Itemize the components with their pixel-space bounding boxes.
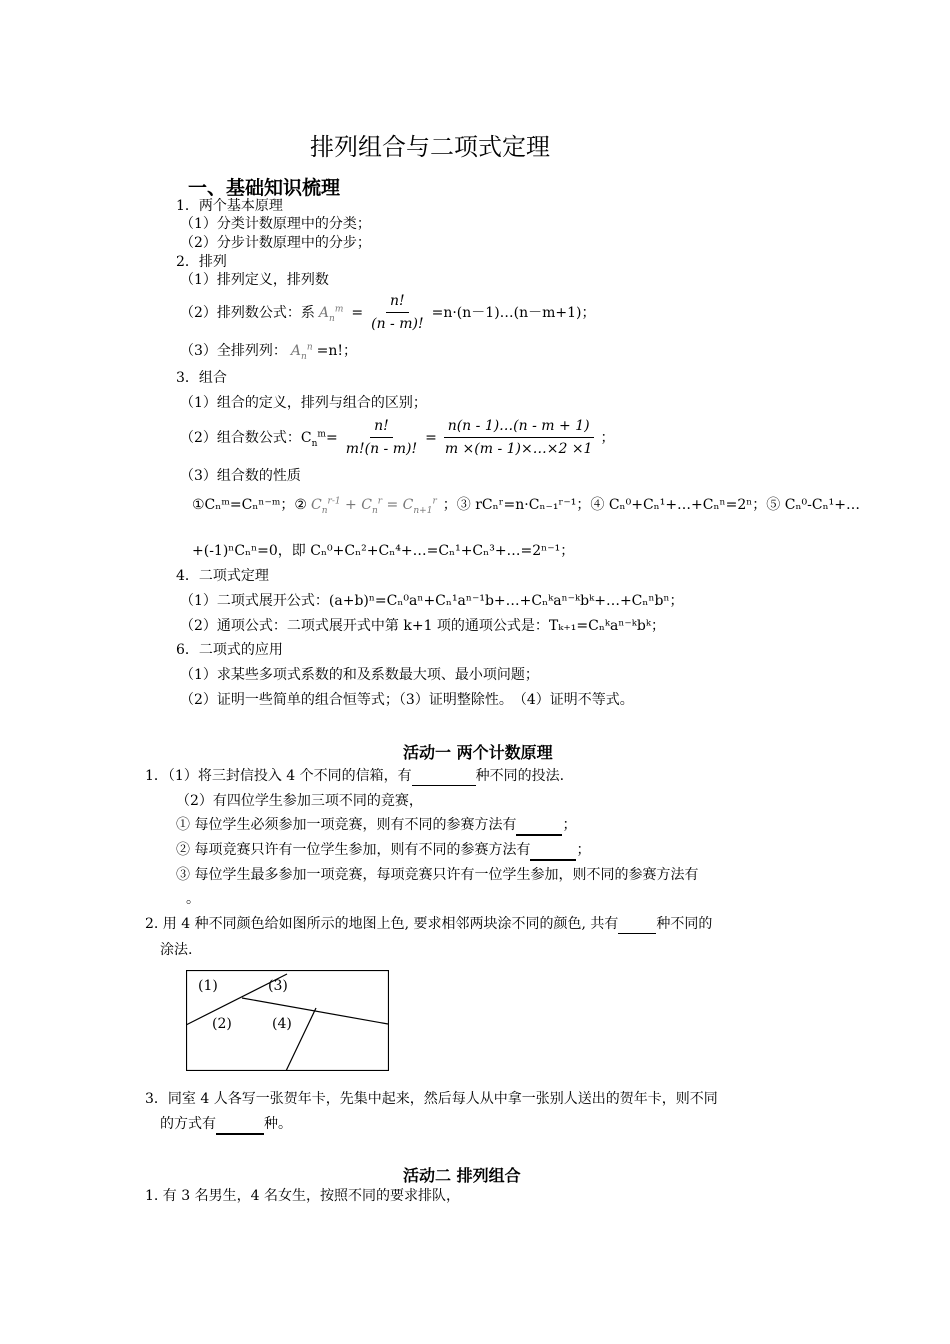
- text-line: （1）分类计数原理中的分类；: [180, 216, 371, 232]
- permutation-symbol: $A_n^m$: [318, 303, 344, 324]
- text-line: 6．二项式的应用: [176, 642, 283, 658]
- map-region-label: (4): [272, 1016, 292, 1032]
- text-line: +(-1)ⁿCₙⁿ=0，即 Cₙ⁰+Cₙ²+Cₙ⁴+…=Cₙ¹+Cₙ³+…=2ⁿ⁻¹；: [192, 543, 575, 559]
- map-figure: [186, 970, 389, 1071]
- question-line: 2. 用 4 种不同颜色给如图所示的地图上色, 要求相邻两块涂不同的颜色, 共有 种不同的: [145, 916, 713, 932]
- question-line: 1. 有 3 名男生，4 名女生，按照不同的要求排队，: [145, 1188, 460, 1204]
- answer-blank[interactable]: [516, 816, 562, 836]
- question-line: ② 每项竞赛只许有一位学生参加，则有不同的参赛方法有 ；: [176, 841, 590, 861]
- text-line: 1．两个基本原理: [176, 198, 283, 214]
- formula-prefix: （2）排列数公式：系: [180, 304, 315, 321]
- text-line: （2）分步计数原理中的分步；: [180, 235, 371, 251]
- question-line: 3．同室 4 人各写一张贺年卡，先集中起来，然后每人从中拿一张别人送出的贺年卡，则不同: [145, 1091, 718, 1107]
- question-line: ③ 每位学生最多参加一项竞赛，每项竞赛只许有一位学生参加，则不同的参赛方法有: [176, 867, 699, 883]
- question-line: 1．（1）将三封信投入 4 个不同的信箱，有 种不同的投法.: [145, 768, 565, 784]
- activity-heading: 活动一 两个计数原理: [403, 743, 553, 762]
- text-line: （1）求某些多项式系数的和及系数最大项、最小项问题；: [180, 667, 539, 683]
- answer-blank[interactable]: [412, 767, 476, 786]
- answer-blank[interactable]: [530, 841, 576, 861]
- combination-formula: （2）组合数公式：C $_n^m$= $\frac{n!}{m!(n - m)!}$ = $\frac{n(n - 1)\dots(n - m + 1)}{m \times(m - 1)\times\dots\times 2 \times 1}$ ；: [180, 418, 615, 457]
- text-line: （1）排列定义，排列数: [180, 272, 329, 288]
- answer-blank[interactable]: [216, 1115, 264, 1135]
- map-region-label: (1): [198, 978, 218, 994]
- text-line: （1）二项式展开公式：(a+b)ⁿ=Cₙ⁰aⁿ+Cₙ¹aⁿ⁻¹b+…+Cₙᵏaⁿ⁻ᵏbᵏ+…+Cₙⁿbⁿ；: [180, 593, 684, 609]
- text-line: （2）通项公式：二项式展开式中第 k+1 项的通项公式是：Tₖ₊₁=Cₙᵏaⁿ⁻ᵏbᵏ；: [180, 618, 665, 634]
- answer-blank[interactable]: [618, 915, 656, 934]
- text-line: 2．排列: [176, 254, 227, 270]
- formula-suffix: =n·(n－1)…(n－m+1)；: [431, 304, 596, 321]
- activity-heading: 活动二 排列组合: [403, 1166, 521, 1185]
- text-line: （2）证明一些简单的组合恒等式；（3）证明整除性。 （4）证明不等式。: [180, 692, 634, 708]
- question-line: 涂法.: [160, 942, 193, 958]
- section-heading: 一、基础知识梳理: [188, 177, 341, 199]
- question-line: 。: [186, 891, 200, 907]
- question-line: 的方式有 种。: [160, 1115, 292, 1135]
- text-line: （1）组合的定义，排列与组合的区别；: [180, 395, 427, 411]
- combination-properties: ①Cₙᵐ=Cₙⁿ⁻ᵐ；② $C_n^{r-1} + C_n^r = C_{n+1}^r$ ；③ rCₙʳ=n·Cₙ₋₁ʳ⁻¹；④ Cₙ⁰+Cₙ¹+…+Cₙⁿ=2ⁿ；⑤ Cₙ⁰-Cₙ¹+…: [192, 496, 860, 516]
- text-line: （3）组合数的性质: [180, 468, 301, 484]
- map-region-label: (2): [212, 1016, 232, 1032]
- page-title: 排列组合与二项式定理: [310, 133, 550, 161]
- fraction-numerator: n!: [386, 292, 409, 313]
- map-region-label: (3): [268, 978, 288, 994]
- text-line: 3．组合: [176, 370, 227, 386]
- permutation-formula: （2）排列数公式：系 $A_n^m$ = $\frac{n!}{(n - m)!}$ =n·(n－1)…(n－m+1)；: [180, 293, 596, 332]
- question-line: （2）有四位学生参加三项不同的竞赛，: [176, 793, 423, 809]
- full-permutation: （3）全排列列： $A_n^n =n$!；: [180, 342, 358, 362]
- fraction-denominator: (n - m)!: [371, 316, 424, 332]
- text-line: 4．二项式定理: [176, 568, 269, 584]
- question-line: ① 每位学生必须参加一项竞赛，则有不同的参赛方法有 ；: [176, 816, 576, 836]
